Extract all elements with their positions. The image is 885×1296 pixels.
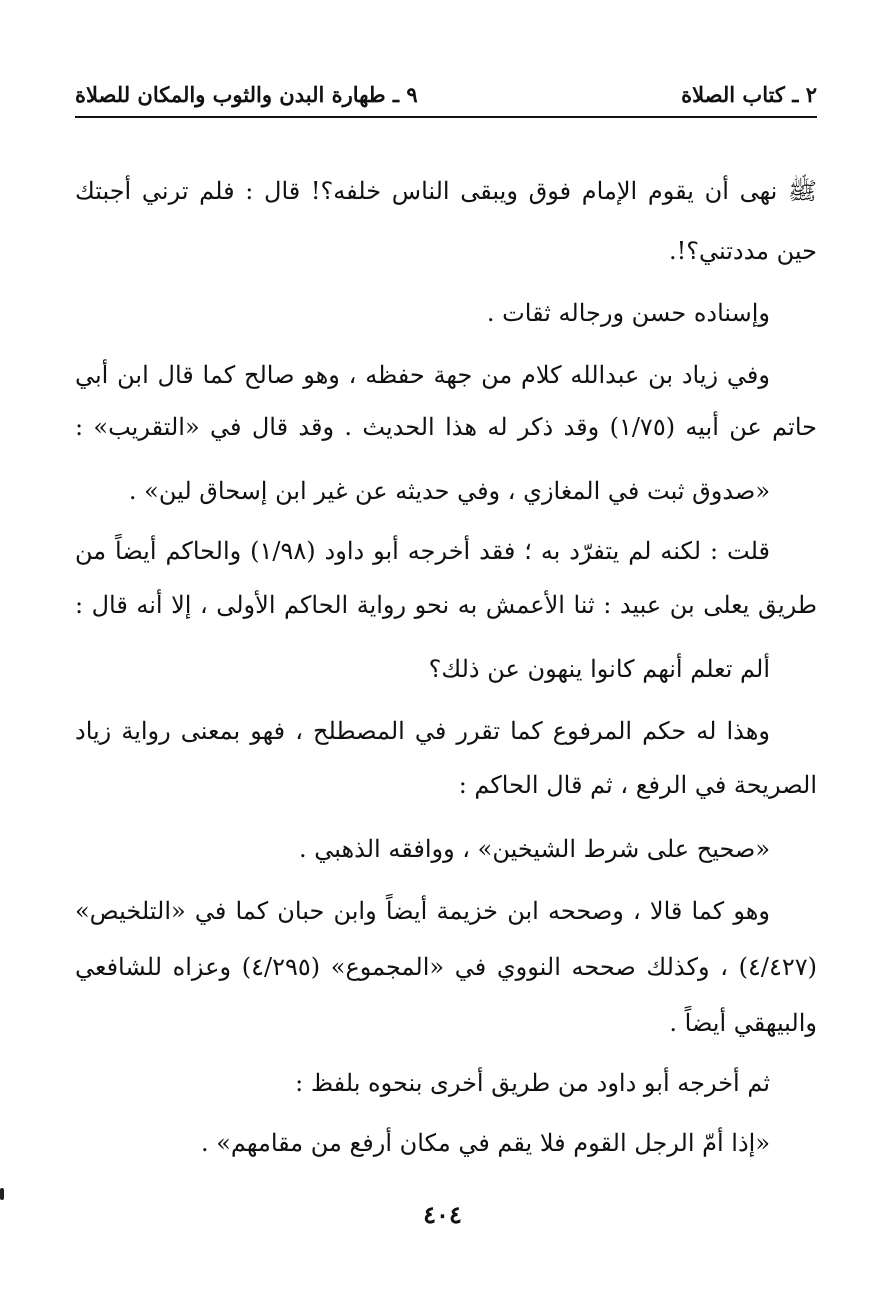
text-line: وهذا له حكم المرفوع كما تقرر في المصطلح ، فهو بمعنى رواية زياد: [75, 717, 770, 745]
text-line: «صدوق ثبت في المغازي ، وفي حديثه عن غير ابن إسحاق لين» .: [128, 477, 770, 505]
text-line: «إذا أمّ الرجل القوم فلا يقم في مكان أرفع من مقامهم» .: [200, 1129, 770, 1157]
text-line: والبيهقي أيضاً .: [669, 1009, 817, 1037]
text-line: وفي زياد بن عبدالله كلام من جهة حفظه ، وهو صالح كما قال ابن أبي: [75, 361, 770, 389]
header-rule: [75, 116, 817, 118]
text-line: قلت : لكنه لم يتفرّد به ؛ فقد أخرجه أبو داود (١/٩٨) والحاكم أيضاً من: [75, 537, 770, 565]
text-line: وإسناده حسن ورجاله ثقات .: [486, 299, 770, 327]
text-line: ثم أخرجه أبو داود من طريق أخرى بنحوه بلفظ :: [295, 1069, 770, 1097]
text-line: ﷺ نهى أن يقوم الإمام فوق ويبقى الناس خلفه؟! قال : فلم ترني أجبتك: [75, 177, 817, 205]
text-line: (٤/٤٢٧) ، وكذلك صححه النووي في «المجموع» (٤/٢٩٥) وعزاه للشافعي: [75, 953, 817, 981]
header-chapter-title: ٢ ـ كتاب الصلاة: [681, 81, 817, 107]
text-line: الصريحة في الرفع ، ثم قال الحاكم :: [458, 771, 817, 799]
text-line: ألم تعلم أنهم كانوا ينهون عن ذلك؟: [428, 655, 770, 683]
scan-edge-mark: [0, 1188, 4, 1200]
header-section-title: ٩ ـ طهارة البدن والثوب والمكان للصلاة: [75, 81, 418, 107]
running-header: [75, 76, 817, 112]
text-line: حين مددتني؟!.: [668, 237, 817, 265]
page-number: ٤٠٤: [423, 1200, 462, 1229]
text-line: حاتم عن أبيه (١/٧٥) وقد ذكر له هذا الحديث . وقد قال في «التقريب» :: [75, 413, 817, 441]
text-line: طريق يعلى بن عبيد : ثنا الأعمش به نحو رواية الحاكم الأولى ، إلا أنه قال :: [75, 591, 817, 619]
text-line: وهو كما قالا ، وصححه ابن خزيمة أيضاً وابن حبان كما في «التلخيص»: [75, 897, 770, 925]
text-line: «صحيح على شرط الشيخين» ، ووافقه الذهبي .: [298, 835, 770, 863]
